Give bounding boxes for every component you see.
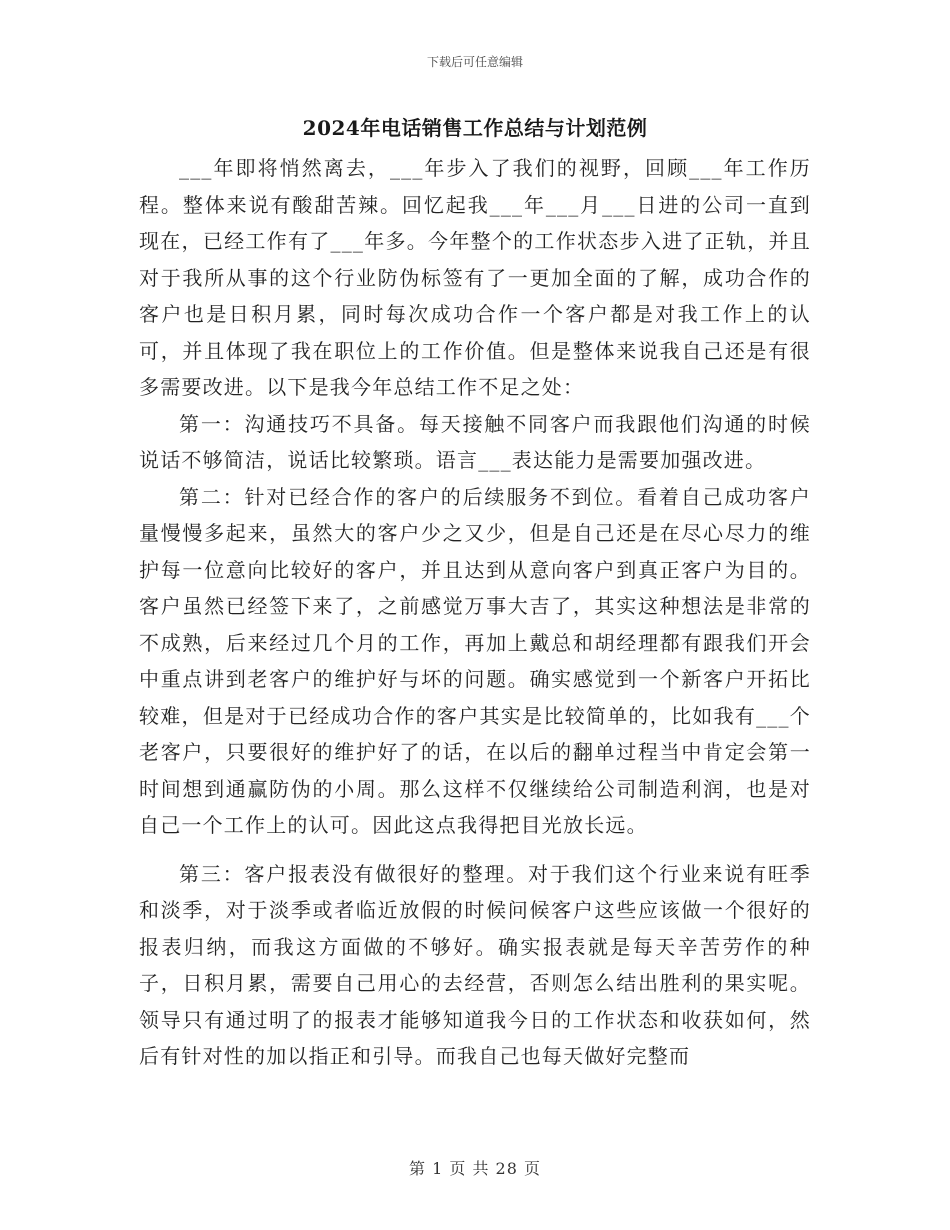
paragraph-point-two: 第二：针对已经合作的客户的后续服务不到位。看着自己成功客户量慢慢多起来，虽然大的客户少之又少，但是自己还是在尽心尽力的维护每一位意向比较好的客户，并且达到从意向客户到真正客户为目的。客户虽然已经签下来了，之前感觉万事大吉了，其实这种想法是非常的不成熟，后来经过几个月的工作，再加上戴总和胡经理都有跟我们开会中重点讲到老客户的维护好与坏的问题。确实感觉到一个新客户开拓比较难，但是对于已经成功合作的客户其实是比较简单的，比如我有___个老客户，只要很好的维护好了的话，在以后的翻单过程当中肯定会第一时间想到通赢防伪的小周。那么这样不仅继续给公司制造利润，也是对自己一个工作上的认可。因此这点我得把目光放长远。 — [139, 484, 811, 837]
paragraph-point-one: 第一：沟通技巧不具备。每天接触不同客户而我跟他们沟通的时候说话不够简洁，说话比较繁琐。语言___表达能力是需要加强改进。 — [139, 411, 811, 472]
paragraph-intro: ___年即将悄然离去，___年步入了我们的视野，回顾___年工作历程。整体来说有酸甜苦辣。回忆起我___年___月___日进的公司一直到现在，已经工作有了___年多。今年整个的工作状态步入进了正轨，并且对于我所从事的这个行业防伪标签有了一更加全面的了解，成功合作的客户也是日积月累，同时每次成功合作一个客户都是对我工作上的认可，并且体现了我在职位上的工作价值。但是整体来说我自己还是有很多需要改进。以下是我今年总结工作不足之处： — [139, 156, 811, 399]
header-note: 下载后可任意编辑 — [426, 55, 523, 69]
document-body — [139, 150, 811, 1075]
document-title: 2024年电话销售工作总结与计划范例 — [302, 116, 648, 140]
page-footer: 第 1 页 共 28 页 — [409, 1159, 541, 1178]
paragraph-point-three: 第三：客户报表没有做很好的整理。对于我们这个行业来说有旺季和淡季，对于淡季或者临近放假的时候问候客户这些应该做一个很好的报表归纳，而我这方面做的不够好。确实报表就是每天辛苦劳作的种子，日积月累，需要自己用心的去经营，否则怎么结出胜利的果实呢。领导只有通过明了的报表才能够知道我今日的工作状态和收获如何，然后有针对性的加以指正和引导。而我自己也每天做好完整而 — [139, 861, 811, 1068]
